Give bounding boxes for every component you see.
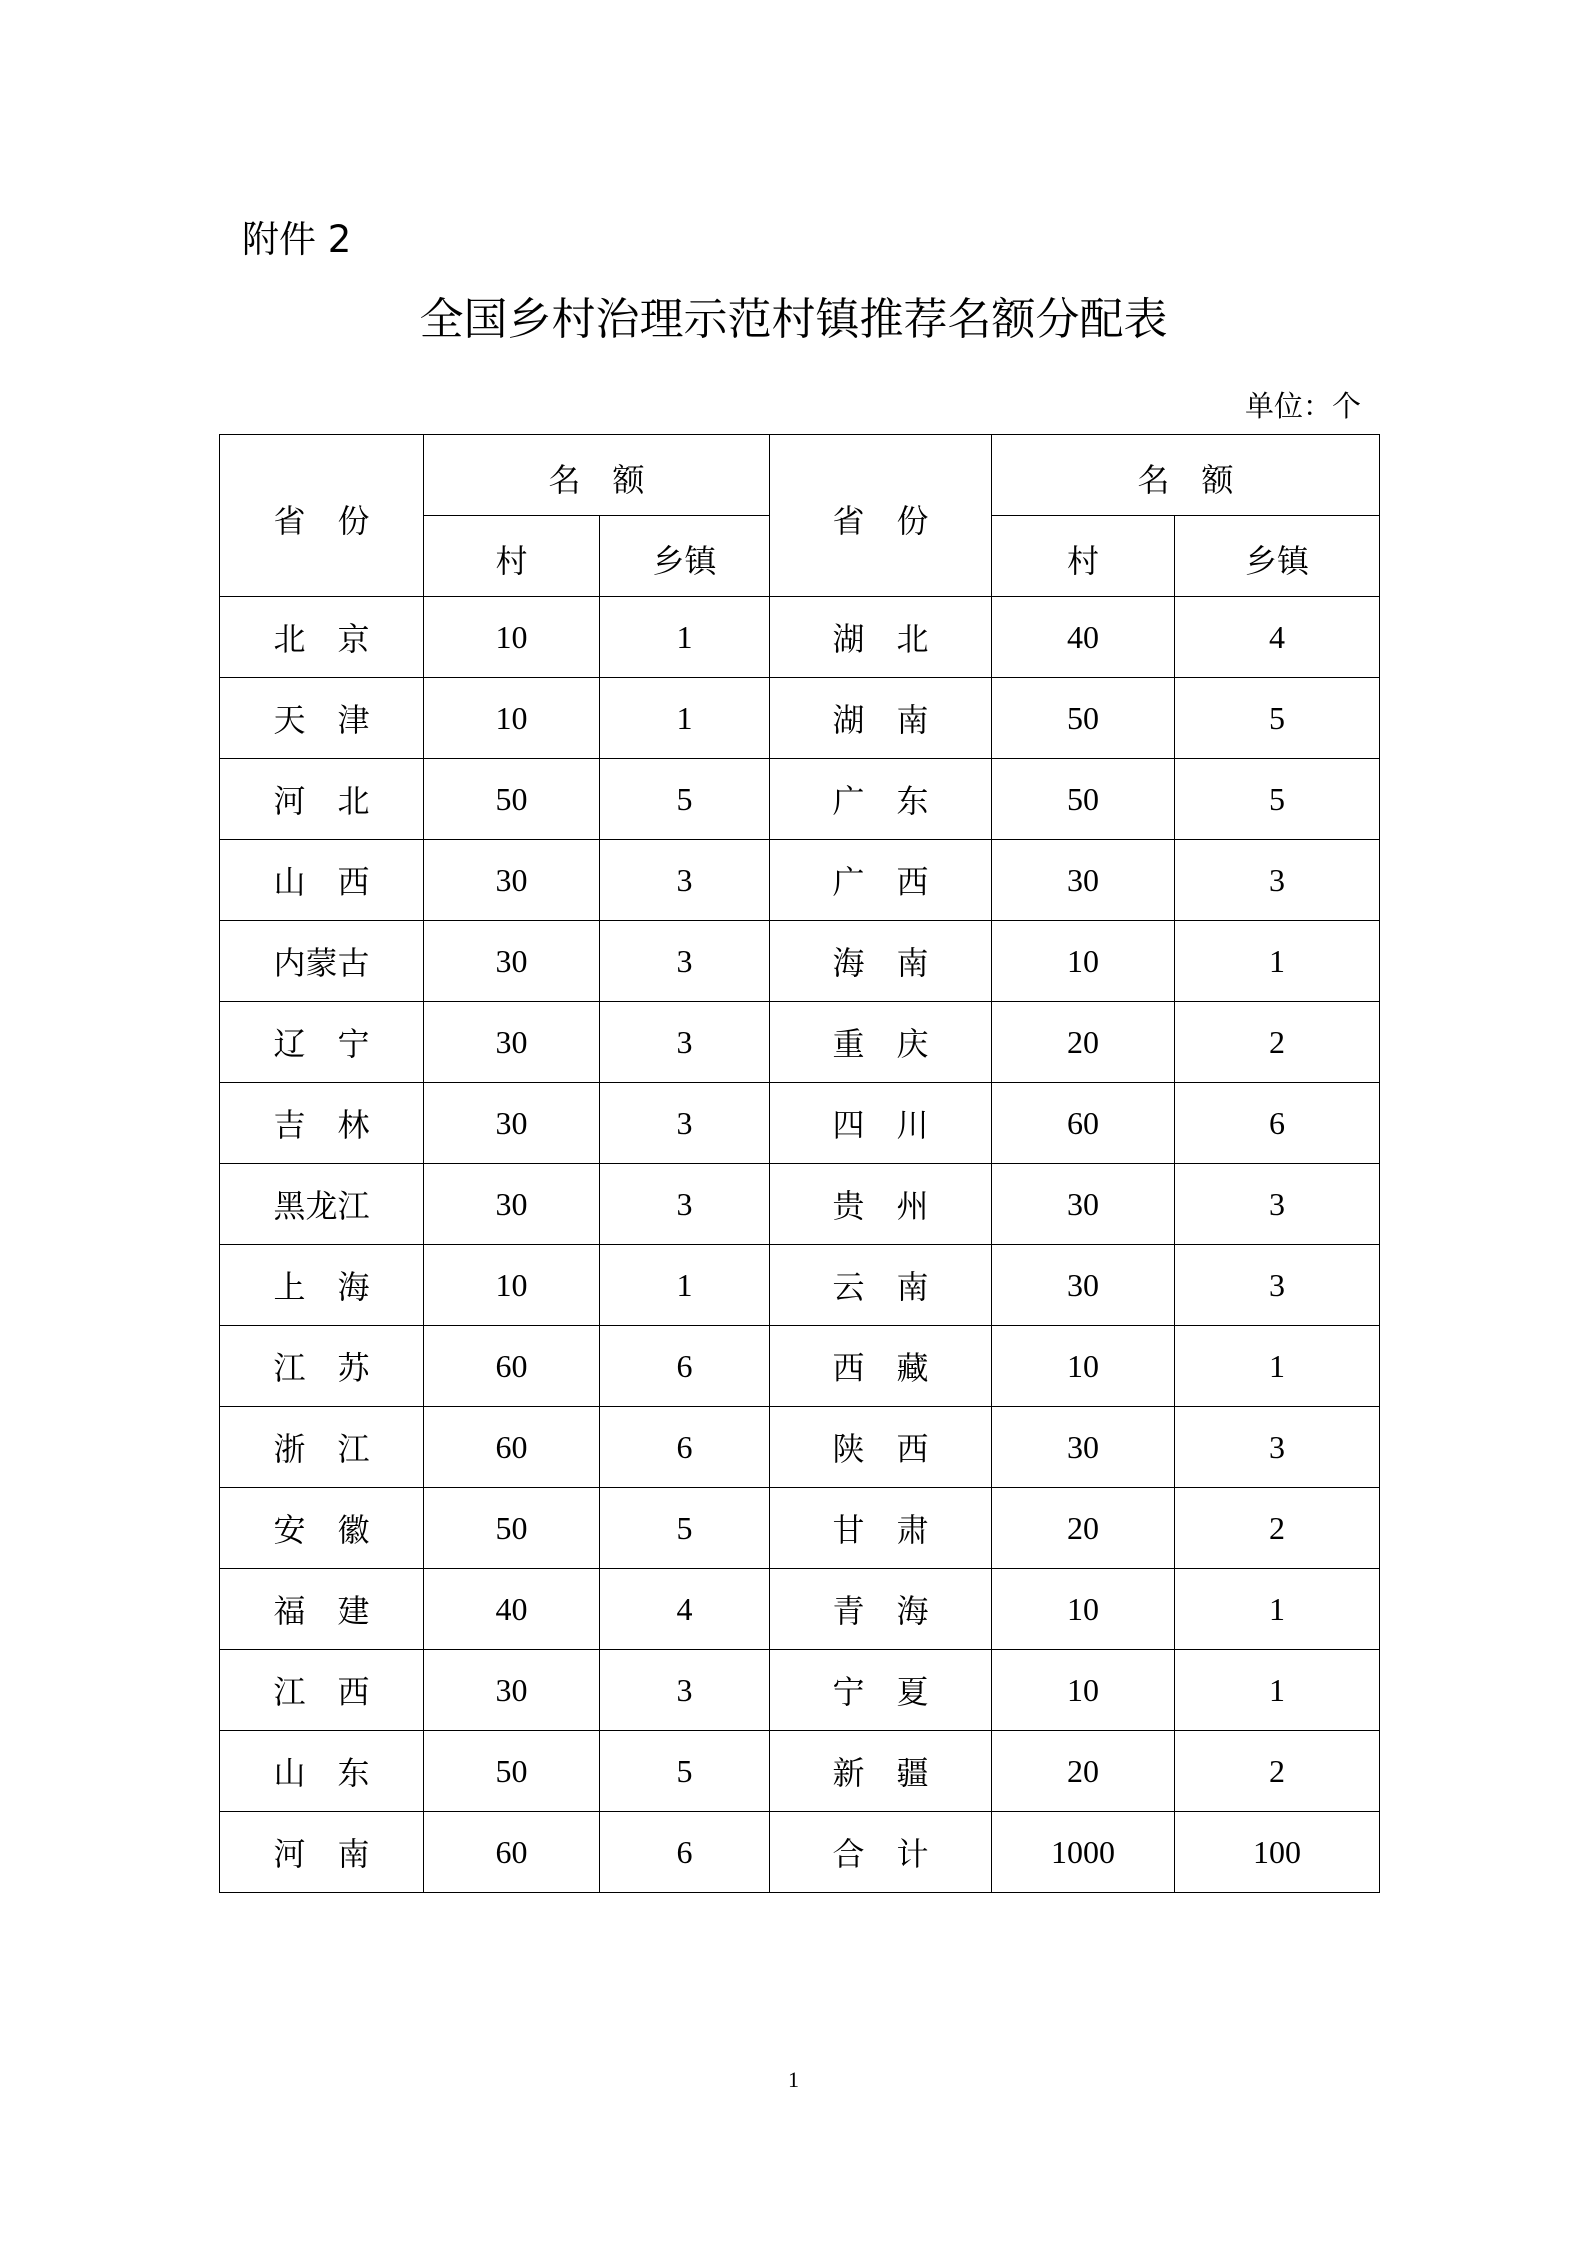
village-count-left: 50 <box>424 1488 600 1569</box>
province-left: 内蒙古 <box>220 921 424 1002</box>
province-right: 云 南 <box>770 1245 992 1326</box>
village-count-right: 50 <box>992 759 1175 840</box>
province-left: 江 西 <box>220 1650 424 1731</box>
province-left: 安 徽 <box>220 1488 424 1569</box>
province-right: 贵 州 <box>770 1164 992 1245</box>
village-count-left: 40 <box>424 1569 600 1650</box>
province-left: 北 京 <box>220 597 424 678</box>
town-count-left: 1 <box>600 597 770 678</box>
table-row <box>220 840 1380 921</box>
total-label: 合 计 <box>770 1812 992 1893</box>
header-province-right: 省 份 <box>770 435 992 597</box>
village-count-right: 60 <box>992 1083 1175 1164</box>
province-right: 广 东 <box>770 759 992 840</box>
province-right: 四 川 <box>770 1083 992 1164</box>
town-count-right: 1 <box>1175 1650 1380 1731</box>
header-quota-right: 名 额 <box>992 435 1380 516</box>
province-left: 山 东 <box>220 1731 424 1812</box>
village-count-left: 30 <box>424 921 600 1002</box>
town-count-right: 3 <box>1175 1164 1380 1245</box>
quota-allocation-table <box>219 434 1380 1893</box>
town-count-right: 1 <box>1175 1326 1380 1407</box>
unit-label: 单位：个 <box>1244 389 1361 423</box>
table-row <box>220 1002 1380 1083</box>
province-right: 宁 夏 <box>770 1650 992 1731</box>
header-town-right: 乡镇 <box>1175 516 1380 597</box>
table-row <box>220 1164 1380 1245</box>
village-count-right: 40 <box>992 597 1175 678</box>
village-count-left: 10 <box>424 678 600 759</box>
town-count-left: 6 <box>600 1326 770 1407</box>
village-count-right: 30 <box>992 840 1175 921</box>
province-right: 青 海 <box>770 1569 992 1650</box>
town-count-left: 3 <box>600 1650 770 1731</box>
town-count-left: 3 <box>600 840 770 921</box>
header-quota-left: 名 额 <box>424 435 770 516</box>
province-left: 辽 宁 <box>220 1002 424 1083</box>
province-left: 浙 江 <box>220 1407 424 1488</box>
total-village-count: 1000 <box>992 1812 1175 1893</box>
town-count-left: 3 <box>600 1083 770 1164</box>
town-count-left: 3 <box>600 1164 770 1245</box>
village-count-right: 30 <box>992 1245 1175 1326</box>
table-row <box>220 1245 1380 1326</box>
town-count-right: 5 <box>1175 759 1380 840</box>
province-left: 福 建 <box>220 1569 424 1650</box>
province-right: 重 庆 <box>770 1002 992 1083</box>
header-town-left: 乡镇 <box>600 516 770 597</box>
town-count-left: 3 <box>600 921 770 1002</box>
province-left: 上 海 <box>220 1245 424 1326</box>
village-count-left: 60 <box>424 1326 600 1407</box>
table-row <box>220 1488 1380 1569</box>
table-body <box>220 597 1380 1893</box>
table-row <box>220 1083 1380 1164</box>
town-count-left: 6 <box>600 1407 770 1488</box>
town-count-right: 5 <box>1175 678 1380 759</box>
table-row <box>220 597 1380 678</box>
town-count-right: 2 <box>1175 1002 1380 1083</box>
village-count-right: 30 <box>992 1407 1175 1488</box>
village-count-right: 20 <box>992 1488 1175 1569</box>
village-count-left: 30 <box>424 840 600 921</box>
town-count-left: 1 <box>600 1245 770 1326</box>
village-count-left: 10 <box>424 1245 600 1326</box>
table-row <box>220 1731 1380 1812</box>
header-village-left: 村 <box>424 516 600 597</box>
province-right: 陕 西 <box>770 1407 992 1488</box>
town-count-right: 3 <box>1175 1407 1380 1488</box>
header-village-right: 村 <box>992 516 1175 597</box>
village-count-right: 10 <box>992 921 1175 1002</box>
town-count-right: 2 <box>1175 1488 1380 1569</box>
village-count-left: 60 <box>424 1812 600 1893</box>
table-row <box>220 1326 1380 1407</box>
town-count-right: 3 <box>1175 1245 1380 1326</box>
table-row <box>220 921 1380 1002</box>
table-row-total <box>220 1812 1380 1893</box>
province-right: 新 疆 <box>770 1731 992 1812</box>
town-count-left: 4 <box>600 1569 770 1650</box>
town-count-left: 1 <box>600 678 770 759</box>
village-count-right: 10 <box>992 1650 1175 1731</box>
town-count-right: 6 <box>1175 1083 1380 1164</box>
village-count-left: 50 <box>424 759 600 840</box>
province-left: 山 西 <box>220 840 424 921</box>
province-left: 河 南 <box>220 1812 424 1893</box>
province-left: 河 北 <box>220 759 424 840</box>
village-count-left: 30 <box>424 1164 600 1245</box>
town-count-right: 1 <box>1175 921 1380 1002</box>
town-count-right: 4 <box>1175 597 1380 678</box>
page-number: 1 <box>788 2067 799 2092</box>
village-count-right: 30 <box>992 1164 1175 1245</box>
province-left: 江 苏 <box>220 1326 424 1407</box>
village-count-right: 20 <box>992 1002 1175 1083</box>
town-count-left: 3 <box>600 1002 770 1083</box>
town-count-left: 6 <box>600 1812 770 1893</box>
town-count-left: 5 <box>600 759 770 840</box>
header-province-left: 省 份 <box>220 435 424 597</box>
province-right: 甘 肃 <box>770 1488 992 1569</box>
province-right: 湖 南 <box>770 678 992 759</box>
table-row <box>220 678 1380 759</box>
village-count-left: 30 <box>424 1083 600 1164</box>
village-count-left: 60 <box>424 1407 600 1488</box>
town-count-right: 1 <box>1175 1569 1380 1650</box>
village-count-left: 30 <box>424 1650 600 1731</box>
document-title: 全国乡村治理示范村镇推荐名额分配表 <box>419 294 1168 345</box>
table-row <box>220 1569 1380 1650</box>
header-row-1 <box>220 435 1380 516</box>
province-left: 天 津 <box>220 678 424 759</box>
village-count-right: 50 <box>992 678 1175 759</box>
town-count-right: 3 <box>1175 840 1380 921</box>
province-right: 广 西 <box>770 840 992 921</box>
province-right: 海 南 <box>770 921 992 1002</box>
province-left: 吉 林 <box>220 1083 424 1164</box>
attachment-label: 附件 2 <box>242 218 352 261</box>
village-count-right: 20 <box>992 1731 1175 1812</box>
table-row <box>220 1650 1380 1731</box>
village-count-right: 10 <box>992 1326 1175 1407</box>
town-count-left: 5 <box>600 1731 770 1812</box>
town-count-left: 5 <box>600 1488 770 1569</box>
village-count-left: 30 <box>424 1002 600 1083</box>
table-row <box>220 759 1380 840</box>
total-town-count: 100 <box>1175 1812 1380 1893</box>
table-row <box>220 1407 1380 1488</box>
province-left: 黑龙江 <box>220 1164 424 1245</box>
village-count-right: 10 <box>992 1569 1175 1650</box>
village-count-left: 10 <box>424 597 600 678</box>
province-right: 湖 北 <box>770 597 992 678</box>
province-right: 西 藏 <box>770 1326 992 1407</box>
village-count-left: 50 <box>424 1731 600 1812</box>
town-count-right: 2 <box>1175 1731 1380 1812</box>
